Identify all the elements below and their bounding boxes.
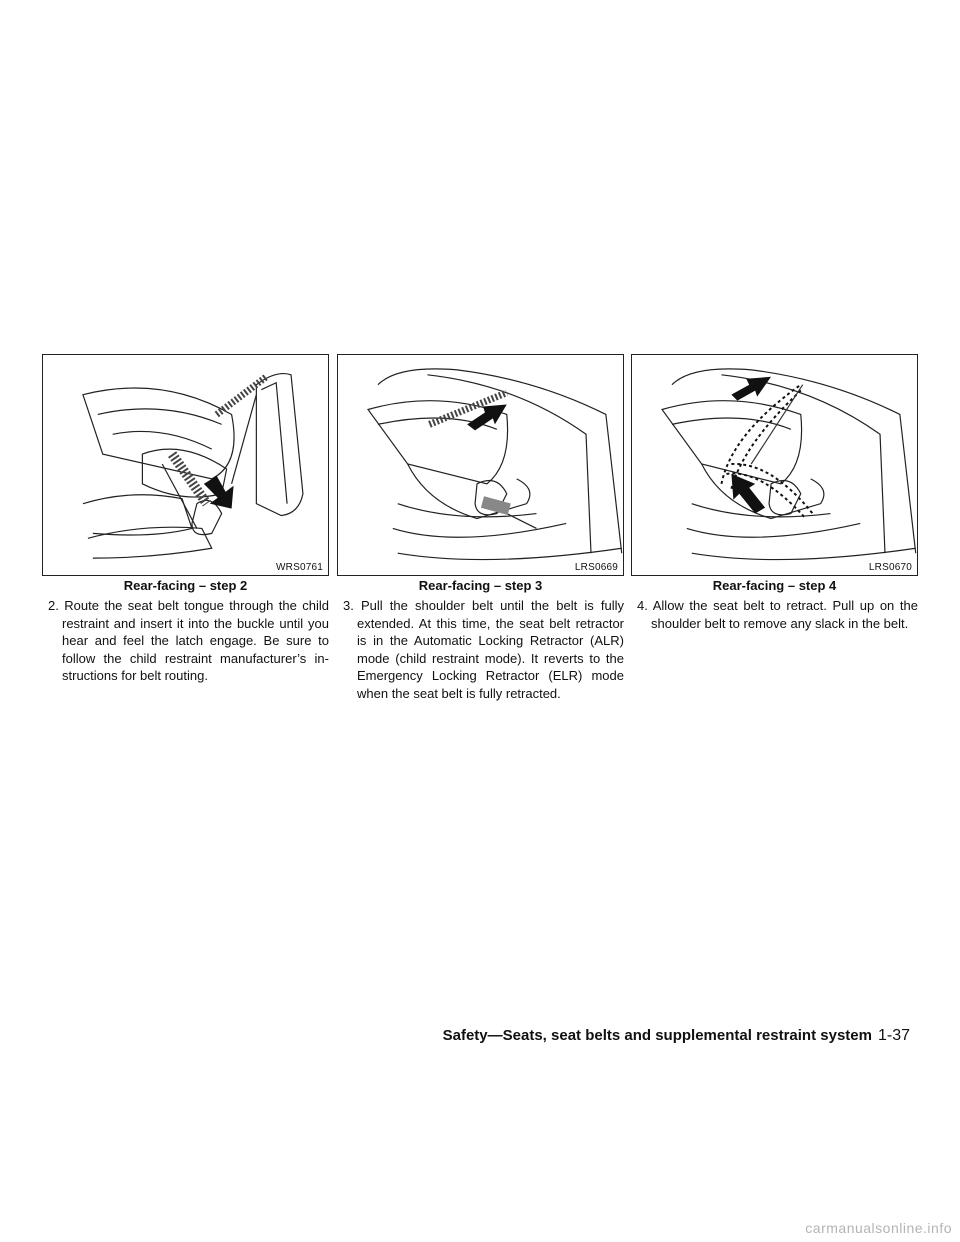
figure-code: LRS0670 — [868, 562, 912, 573]
figure-caption: Rear-facing – step 2 — [123, 578, 248, 593]
step-text: 2. Route the seat belt tongue through the child restraint and insert it into the buckle until you hear and feel the latch engage. Be sure to follow the child restraint manufacturer’s in-structions for belt routing. — [48, 598, 329, 684]
push-up-arrow-icon — [731, 474, 765, 514]
page-number: 1-37 — [877, 1027, 910, 1044]
step-text: 3. Pull the shoulder belt until the belt is fully extended. At this time, the seat belt retractor is in the Automatic Locking Retractor (ALR) mode (child restraint mode). It reverts to the Emergency Locking Retractor (ELR) mode when the seat belt is fully retracted. — [343, 598, 624, 701]
page-footer — [443, 1027, 910, 1045]
illustration-panel-step-2 — [42, 354, 329, 576]
belt-retract-illustration — [632, 355, 917, 575]
illustration-panel-step-4 — [631, 354, 918, 576]
figure-caption: Rear-facing – step 3 — [418, 578, 543, 593]
child-seat-buckle-illustration — [43, 355, 328, 575]
illustration-panel-step-3 — [337, 354, 624, 576]
up-arrow-icon — [731, 377, 771, 401]
push-arrow-icon — [204, 476, 234, 509]
figure-caption: Rear-facing – step 4 — [712, 578, 837, 593]
pull-arrow-icon — [467, 405, 507, 431]
figure-code: WRS0761 — [276, 562, 323, 573]
section-title: Safety—Seats, seat belts and supplemental restraint system — [442, 1027, 872, 1044]
figure-code: LRS0669 — [574, 562, 618, 573]
step-text: 4. Allow the seat belt to retract. Pull up on the shoulder belt to remove any slack in the belt. — [637, 598, 918, 631]
watermark: carmanualsonline.info — [805, 1220, 952, 1236]
shoulder-belt-pull-illustration — [338, 355, 623, 575]
